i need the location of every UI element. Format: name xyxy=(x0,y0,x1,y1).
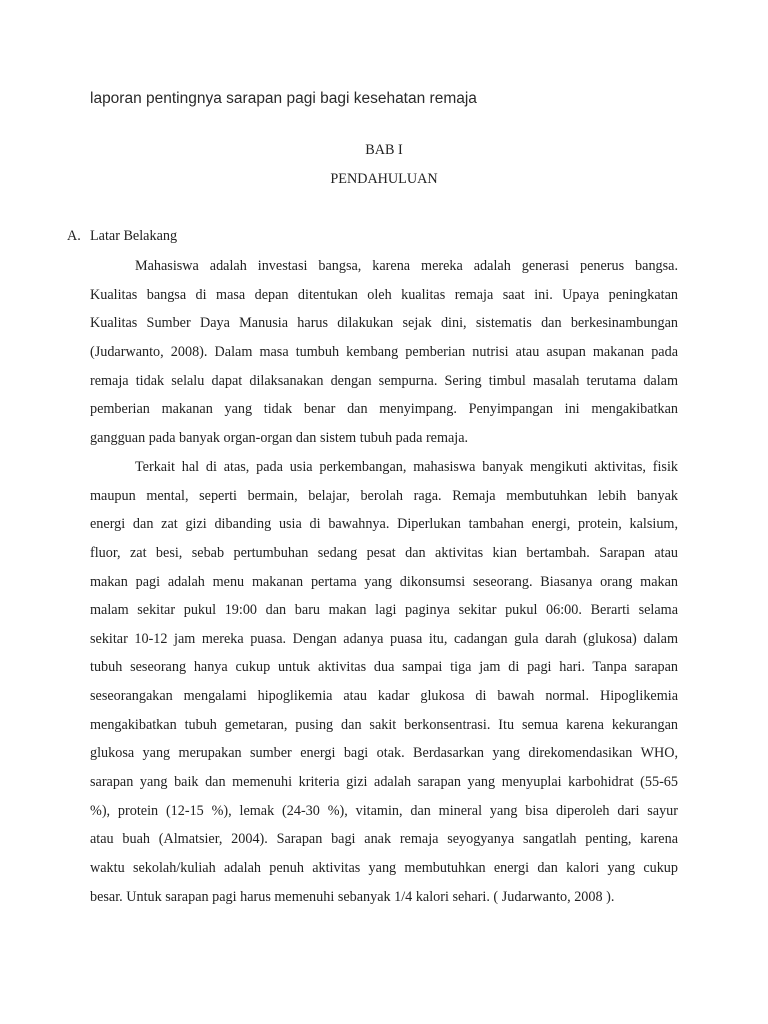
paragraph-line: maupun mental, seperti bermain, belajar, berolah raga. Remaja membutuhkan lebih banyak xyxy=(90,487,678,504)
paragraph-line: makan pagi adalah menu makanan pertama yang dikonsumsi seseorang. Biasanya orang makan xyxy=(90,573,678,590)
section-heading xyxy=(67,228,177,245)
paragraph-line: remaja tidak selalu dapat dilaksanakan dengan sempurna. Sering timbul masalah terutama dalam xyxy=(90,372,678,389)
section-title: Latar Belakang xyxy=(90,228,178,244)
paragraph-line: %), protein (12-15 %), lemak (24-30 %), vitamin, dan mineral yang bisa diperoleh dari sayur xyxy=(90,802,678,819)
paragraph-line: atau buah (Almatsier, 2004). Sarapan bagi anak remaja seyogyanya sangatlah penting, karena xyxy=(90,831,678,848)
paragraph-line: besar. Untuk sarapan pagi harus memenuhi sebanyak 1/4 kalori sehari. ( Judarwanto, 2008 ). xyxy=(90,888,615,905)
chapter-number: BAB I xyxy=(365,142,403,158)
paragraph-line: energi dan zat gizi dibanding usia di bawahnya. Diperlukan tambahan energi, protein, kalsium, xyxy=(90,516,678,533)
document-heading: laporan pentingnya sarapan pagi bagi kesehatan remaja xyxy=(90,90,477,107)
paragraph-line: Kualitas bangsa di masa depan ditentukan oleh kualitas remaja saat ini. Upaya peningkatan xyxy=(90,286,678,303)
paragraph-line: Terkait hal di atas, pada usia perkembangan, mahasiswa banyak mengikuti aktivitas, fisik xyxy=(135,459,678,475)
paragraph xyxy=(90,453,678,911)
paragraph-line: (Judarwanto, 2008). Dalam masa tumbuh kembang pemberian nutrisi atau asupan makanan pada xyxy=(90,343,678,360)
chapter-title: PENDAHULUAN xyxy=(330,171,438,187)
paragraph-line: mengakibatkan tubuh gemetaran, pusing dan sakit berkonsentrasi. Itu semua karena kekurangan xyxy=(90,716,678,733)
paragraph-line: fluor, zat besi, sebab pertumbuhan sedang pesat dan aktivitas kian bertambah. Sarapan atau xyxy=(90,544,678,561)
paragraph-line: tubuh seseorang hanya cukup untuk aktivitas dua sampai tiga jam di pagi hari. Tanpa sarapan xyxy=(90,659,678,676)
section-marker: A. xyxy=(67,228,81,244)
paragraph-line: sarapan yang baik dan memenuhi kriteria gizi adalah sarapan yang menyuplai karbohidrat (55-65 xyxy=(90,774,678,791)
paragraph-line: Kualitas Sumber Daya Manusia harus dilakukan sejak dini, sistematis dan berkesinambungan xyxy=(90,315,678,332)
paragraph-line: sekitar 10-12 jam mereka puasa. Dengan adanya puasa itu, cadangan gula darah (glukosa) dalam xyxy=(90,630,678,647)
paragraph-line: waktu sekolah/kuliah adalah penuh aktivitas yang membutuhkan energi dan kalori yang cukup xyxy=(90,859,678,876)
paragraph-line: seseorangakan mengalami hipoglikemia atau kadar glukosa di bawah normal. Hipoglikemia xyxy=(90,688,678,705)
paragraph-line: gangguan pada banyak organ-organ dan sistem tubuh pada remaja. xyxy=(90,429,469,446)
paragraph-line: malam sekitar pukul 19:00 dan baru makan lagi paginya sekitar pukul 06:00. Berarti selama xyxy=(90,602,678,619)
paragraph-line: pemberian makanan yang tidak benar dan menyimpang. Penyimpangan ini mengakibatkan xyxy=(90,401,678,418)
paragraph xyxy=(90,252,678,452)
paragraph-line: glukosa yang merupakan sumber energi bagi otak. Berdasarkan yang direkomendasikan WHO, xyxy=(90,745,678,762)
paragraph-line: Mahasiswa adalah investasi bangsa, karena mereka adalah generasi penerus bangsa. xyxy=(135,258,678,274)
